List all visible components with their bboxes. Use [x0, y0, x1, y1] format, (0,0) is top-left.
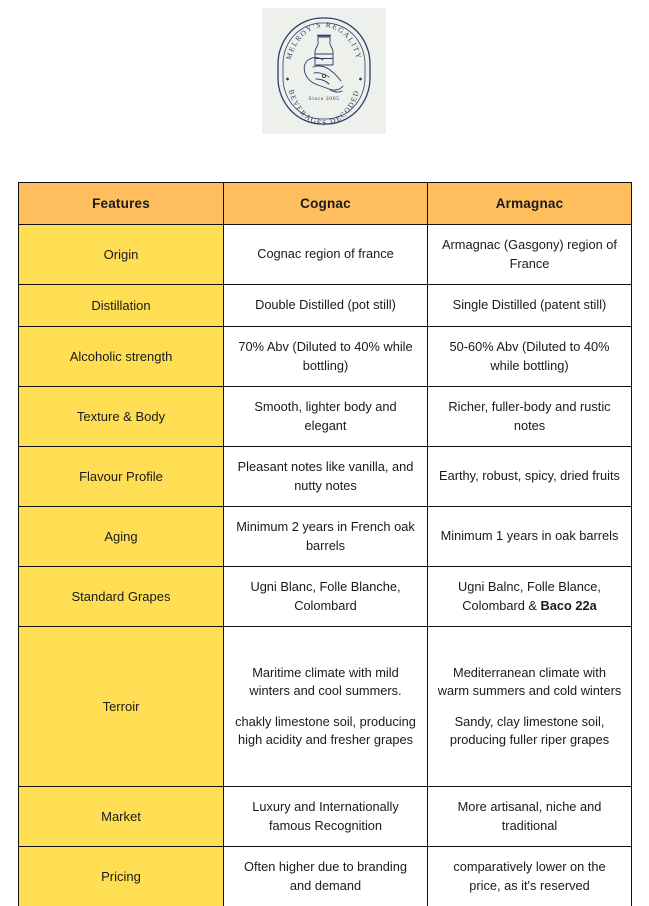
table-row [19, 567, 632, 627]
table-row [19, 285, 632, 327]
armagnac-value [428, 627, 632, 787]
armagnac-paragraph: Mediterranean climate with warm summers and cold winters [437, 664, 622, 698]
cognac-value: Double Distilled (pot still) [224, 285, 428, 327]
feature-label: Pricing [19, 847, 224, 906]
feature-label: Market [19, 787, 224, 847]
armagnac-value: Minimum 1 years in oak barrels [428, 507, 632, 567]
feature-label: Aging [19, 507, 224, 567]
armagnac-value: comparatively lower on the price, as it's reserved [428, 847, 632, 906]
armagnac-value [428, 567, 632, 627]
table-row [19, 387, 632, 447]
svg-text:MELROY'S REGALITY: MELROY'S REGALITY [283, 19, 365, 61]
feature-label: Standard Grapes [19, 567, 224, 627]
table-row [19, 225, 632, 285]
brand-emblem-icon [272, 13, 376, 129]
feature-label: Alcoholic strength [19, 327, 224, 387]
cognac-value: Minimum 2 years in French oak barrels [224, 507, 428, 567]
cognac-value: Smooth, lighter body and elegant [224, 387, 428, 447]
armagnac-value-emphasis: Baco 22a [540, 597, 597, 613]
table-row [19, 627, 632, 787]
cognac-value: Ugni Blanc, Folle Blanche, Colombard [224, 567, 428, 627]
table-row [19, 507, 632, 567]
cognac-paragraph: Maritime climate with mild winters and cool summers. [249, 664, 402, 698]
cognac-value: Pleasant notes like vanilla, and nutty notes [224, 447, 428, 507]
armagnac-value: Earthy, robust, spicy, dried fruits [428, 447, 632, 507]
cognac-value [224, 627, 428, 787]
armagnac-value: 50-60% Abv (Diluted to 40% while bottling) [428, 327, 632, 387]
table-row [19, 787, 632, 847]
cognac-paragraph: chakly limestone soil, producing high acidity and fresher grapes [235, 714, 416, 748]
cognac-value: Often higher due to branding and demand [224, 847, 428, 906]
table-body [19, 225, 632, 906]
column-header-armagnac: Armagnac [428, 183, 632, 225]
column-header-cognac: Cognac [224, 183, 428, 225]
cognac-value: 70% Abv (Diluted to 40% while bottling) [224, 327, 428, 387]
header-row [19, 183, 632, 225]
logo-since-text: Since 2005 [308, 96, 340, 102]
table-row [19, 447, 632, 507]
table-row [19, 847, 632, 906]
comparison-table [18, 182, 632, 906]
column-header-features: Features [19, 183, 224, 225]
armagnac-value: Armagnac (Gasgony) region of France [428, 225, 632, 285]
feature-label: Terroir [19, 627, 224, 787]
table-header [19, 183, 632, 225]
feature-label: Distillation [19, 285, 224, 327]
armagnac-value: Single Distilled (patent still) [428, 285, 632, 327]
armagnac-paragraph: Sandy, clay limestone soil, producing fuller riper grapes [449, 714, 610, 748]
armagnac-value-text: Ugni Balnc, Folle Blance, Colombard & [458, 579, 601, 613]
table-row [19, 327, 632, 387]
feature-label: Texture & Body [19, 387, 224, 447]
brand-logo-panel [262, 8, 386, 134]
feature-label: Flavour Profile [19, 447, 224, 507]
cognac-value: Cognac region of france [224, 225, 428, 285]
armagnac-value: More artisanal, niche and traditional [428, 787, 632, 847]
feature-label: Origin [19, 225, 224, 285]
svg-text:BEVERAGES DECODED: BEVERAGES DECODED [286, 88, 362, 128]
armagnac-value: Richer, fuller-body and rustic notes [428, 387, 632, 447]
cognac-value: Luxury and Internationally famous Recognition [224, 787, 428, 847]
